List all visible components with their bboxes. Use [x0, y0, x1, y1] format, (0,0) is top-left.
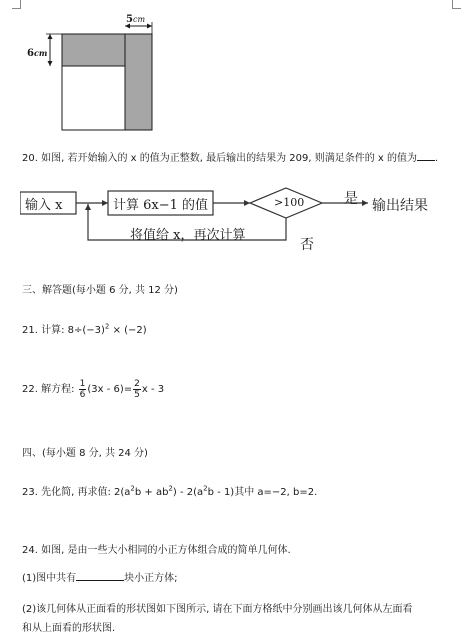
question-22-middle: (3x - 6)=: [87, 384, 133, 395]
question-24-part-1-prefix: (1)图中共有: [22, 573, 77, 584]
question-24-part-2-line-2: 和从上面看的形状图.: [22, 623, 116, 634]
question-24-part-1-suffix: 块小正方体;: [124, 573, 178, 584]
fraction-one-sixth-denominator: 6: [79, 389, 86, 400]
arrowhead-loop: [85, 204, 91, 210]
question-24-part-1: [22, 572, 178, 586]
question-24-intro: 24. 如图, 是由一些大小相同的小正方体组合成的简单几何体.: [22, 545, 291, 556]
section-3-heading: 三、解答题(每小题 6 分, 共 12 分): [22, 285, 178, 296]
shaded-top-strip: [62, 34, 125, 66]
shaded-right-strip: [125, 34, 152, 130]
question-22: [22, 378, 164, 402]
question-20: [22, 152, 438, 166]
flowchart-yes-label: 是: [344, 191, 358, 207]
flowchart-compute-label: 计算 6x−1 的值: [113, 198, 209, 213]
width-label-unit: cm: [132, 15, 146, 24]
fraction-two-fifths-numerator: 2: [134, 378, 140, 389]
height-label-unit: cm: [33, 48, 48, 58]
question-22-suffix: x - 3: [141, 384, 165, 395]
height-arrow-bottom: [48, 61, 53, 66]
width-label: [126, 14, 145, 25]
squares-figure: [28, 14, 158, 136]
arrowhead-condition-to-output: [362, 200, 368, 206]
corner-mark-top-left: [12, 0, 21, 9]
width-arrow-right: [147, 24, 152, 29]
flowchart-output-label: 输出结果: [372, 198, 428, 214]
width-label-value: 5: [126, 14, 133, 25]
height-arrow-top: [48, 34, 53, 39]
white-square: [62, 66, 125, 130]
question-22-prefix: 22. 解方程:: [22, 384, 78, 395]
fraction-two-fifths: [133, 379, 141, 400]
flowchart-condition-label: >100: [274, 196, 305, 209]
question-20-text: 20. 如图, 若开始输入的 x 的值为正整数, 最后输出的结果为 209, 则满足条件的 x 的值为: [22, 153, 417, 164]
flowchart-loop-label: 将值给 x，再次计算: [130, 228, 246, 243]
flowchart: [20, 182, 460, 262]
arrowhead-input-to-compute: [102, 200, 108, 206]
answer-blank-20[interactable]: [417, 160, 435, 161]
height-label: [27, 48, 47, 59]
section-4-heading: 四、(每小题 8 分, 共 24 分): [22, 448, 148, 459]
answer-blank-24[interactable]: [76, 580, 124, 581]
height-label-value: 6: [27, 48, 34, 59]
question-21-text: 21. 计算: $8\div(-3)^2 \times (-2)$: [22, 323, 147, 337]
fraction-one-sixth-numerator: 1: [79, 378, 86, 389]
fraction-one-sixth: [79, 379, 87, 400]
corner-mark-top-right: [452, 0, 461, 9]
question-23: [22, 482, 317, 500]
flowchart-no-label: 否: [300, 237, 314, 253]
flowchart-input-label: 输入 x: [25, 198, 63, 213]
fraction-two-fifths-denominator: 5: [134, 389, 140, 400]
question-21: [22, 320, 147, 338]
question-23-text: 23. 先化简, 再求值: $2(a^2b + ab^2) - 2(a^2b - 1)$其中 a=−2, b=2.: [22, 485, 318, 499]
question-24-part-2-line-1: (2)该几何体从正面看的形状图如下图所示, 请在下面方格纸中分别画出该几何体从左面看: [22, 604, 413, 615]
question-20-end: .: [434, 153, 439, 164]
